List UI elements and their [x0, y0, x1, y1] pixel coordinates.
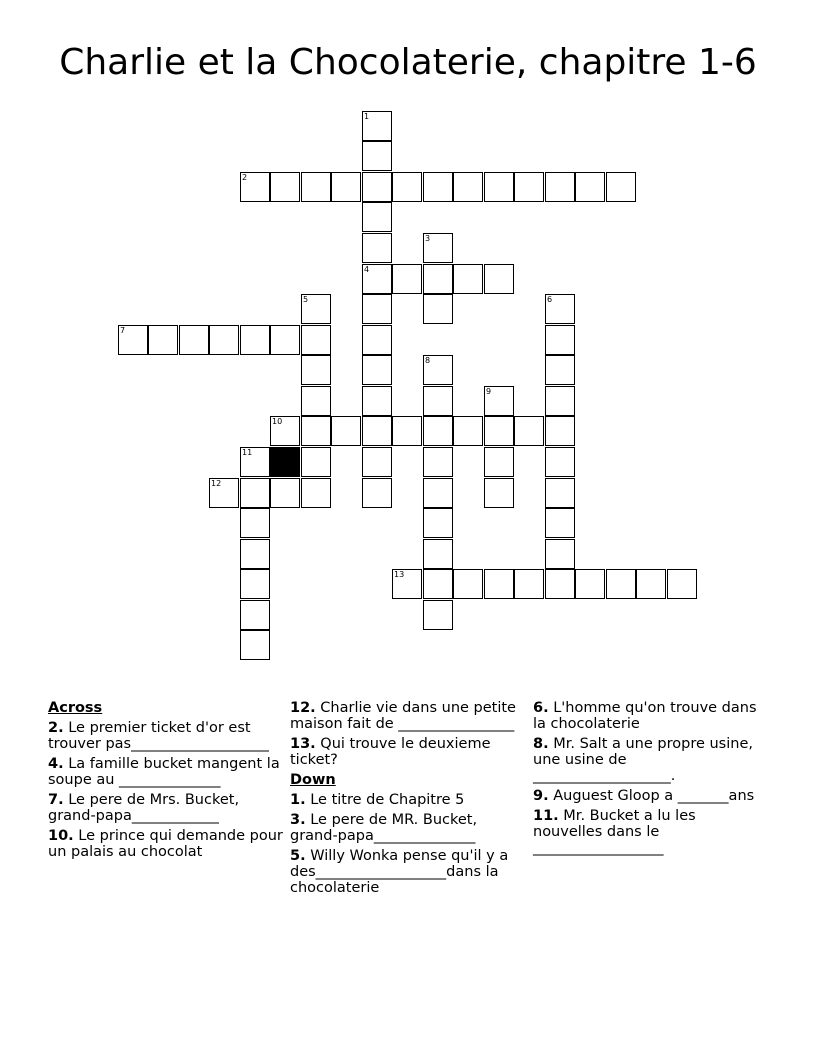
crossword-cell[interactable]: [545, 569, 575, 599]
crossword-cell[interactable]: [423, 600, 453, 630]
across-heading: Across: [48, 700, 103, 716]
cell-number: 1: [364, 112, 370, 121]
crossword-cell[interactable]: [301, 325, 331, 355]
cell-number: 5: [303, 295, 309, 304]
clue-down-11: 11. Mr. Bucket a lu les nouvelles dans le __________________: [533, 808, 696, 856]
crossword-cell[interactable]: [362, 172, 392, 202]
crossword-cell[interactable]: [240, 478, 270, 508]
crossword-cell[interactable]: [636, 569, 666, 599]
page-title: Charlie et la Chocolaterie, chapitre 1-6: [59, 42, 757, 83]
crossword-cell[interactable]: [362, 416, 392, 446]
crossword-cell[interactable]: [484, 172, 514, 202]
crossword-cell[interactable]: [545, 478, 575, 508]
crossword-cell[interactable]: [606, 569, 636, 599]
clue-down-5: 5. Willy Wonka pense qu'il y a des__________________dans la chocolaterie: [290, 848, 509, 896]
clue-across-12: 12. Charlie vie dans une petite maison fait de ________________: [290, 700, 516, 732]
cell-number: 13: [394, 570, 405, 579]
crossword-cell[interactable]: [667, 569, 697, 599]
cell-number: 10: [272, 417, 283, 426]
cell-number: 9: [486, 387, 492, 396]
crossword-cell[interactable]: [484, 416, 514, 446]
clue-down-6: 6. L'homme qu'on trouve dans la chocolaterie: [533, 700, 757, 732]
crossword-cell[interactable]: [240, 508, 270, 538]
crossword-cell[interactable]: [423, 172, 453, 202]
crossword-cell[interactable]: [362, 325, 392, 355]
cell-number: 3: [425, 234, 431, 243]
crossword-cell[interactable]: [453, 172, 483, 202]
cell-number: 11: [242, 448, 253, 457]
clue-down-8: 8. Mr. Salt a une propre usine, une usine de ___________________.: [533, 736, 753, 784]
crossword-cell[interactable]: [362, 386, 392, 416]
crossword-cell[interactable]: [148, 325, 178, 355]
clue-down-1: 1. Le titre de Chapitre 5: [290, 792, 465, 808]
crossword-cell[interactable]: [301, 355, 331, 385]
clue-column-3: [533, 700, 769, 860]
cell-number: 6: [547, 295, 553, 304]
crossword-cell[interactable]: [423, 264, 453, 294]
blocked-cell: [270, 447, 300, 477]
crossword-cell[interactable]: [423, 386, 453, 416]
crossword-cell[interactable]: [301, 447, 331, 477]
crossword-cell[interactable]: [423, 416, 453, 446]
crossword-cell[interactable]: [484, 569, 514, 599]
crossword-cell[interactable]: [240, 630, 270, 660]
crossword-cell[interactable]: [423, 569, 453, 599]
crossword-cell[interactable]: [423, 447, 453, 477]
crossword-cell[interactable]: [545, 447, 575, 477]
crossword-cell[interactable]: [423, 539, 453, 569]
crossword-cell[interactable]: [545, 172, 575, 202]
crossword-cell[interactable]: [331, 172, 361, 202]
clue-across-2: 2. Le premier ticket d'or est trouver pas___________________: [48, 720, 269, 752]
clue-across-10: 10. Le prince qui demande pour un palais au chocolat: [48, 828, 283, 860]
cell-number: 2: [242, 173, 248, 182]
clue-across-13: 13. Qui trouve le deuxieme ticket?: [290, 736, 491, 768]
crossword-cell[interactable]: [514, 416, 544, 446]
crossword-cell[interactable]: [331, 416, 361, 446]
crossword-cell[interactable]: [453, 569, 483, 599]
crossword-cell[interactable]: [453, 264, 483, 294]
crossword-cell[interactable]: [423, 294, 453, 324]
clue-across-4: 4. La famille bucket mangent la soupe au ______________: [48, 756, 280, 788]
crossword-cell[interactable]: [392, 264, 422, 294]
crossword-cell[interactable]: [545, 416, 575, 446]
cell-number: 4: [364, 265, 370, 274]
clue-column-2: [290, 700, 526, 900]
clue-across-7: 7. Le pere de Mrs. Bucket, grand-papa____________: [48, 792, 240, 824]
crossword-cell[interactable]: [362, 202, 392, 232]
crossword-cell[interactable]: [392, 172, 422, 202]
crossword-cell[interactable]: [362, 355, 392, 385]
crossword-cell[interactable]: [240, 600, 270, 630]
crossword-cell[interactable]: [392, 416, 422, 446]
crossword-cell[interactable]: [301, 386, 331, 416]
crossword-cell[interactable]: [270, 172, 300, 202]
crossword-cell[interactable]: [362, 294, 392, 324]
crossword-cell[interactable]: [514, 569, 544, 599]
crossword-cell[interactable]: [545, 355, 575, 385]
crossword-cell[interactable]: [484, 447, 514, 477]
crossword-cell[interactable]: [362, 447, 392, 477]
clue-column-1: [48, 700, 284, 864]
crossword-cell[interactable]: [240, 569, 270, 599]
crossword-cell[interactable]: [270, 325, 300, 355]
crossword-cell[interactable]: [179, 325, 209, 355]
crossword-cell[interactable]: [606, 172, 636, 202]
cell-number: 7: [120, 326, 126, 335]
clue-down-3: 3. Le pere de MR. Bucket, grand-papa______________: [290, 812, 478, 844]
crossword-cell[interactable]: [301, 172, 331, 202]
crossword-cell[interactable]: [545, 325, 575, 355]
crossword-cell[interactable]: [575, 172, 605, 202]
crossword-cell[interactable]: [209, 325, 239, 355]
crossword-cell[interactable]: [453, 416, 483, 446]
crossword-cell[interactable]: [545, 539, 575, 569]
crossword-cell[interactable]: [362, 141, 392, 171]
crossword-cell[interactable]: [240, 539, 270, 569]
crossword-cell[interactable]: [423, 478, 453, 508]
crossword-cell[interactable]: [362, 478, 392, 508]
crossword-cell[interactable]: [484, 478, 514, 508]
crossword-cell[interactable]: [270, 478, 300, 508]
down-heading: Down: [290, 772, 336, 788]
crossword-cell[interactable]: [484, 264, 514, 294]
cell-number: 12: [211, 479, 222, 488]
crossword-cell[interactable]: [240, 325, 270, 355]
crossword-cell[interactable]: [301, 416, 331, 446]
crossword-cell[interactable]: [423, 508, 453, 538]
crossword-cell[interactable]: [514, 172, 544, 202]
crossword-cell[interactable]: [575, 569, 605, 599]
crossword-cell[interactable]: [545, 508, 575, 538]
crossword-cell[interactable]: [301, 478, 331, 508]
crossword-cell[interactable]: [362, 233, 392, 263]
cell-number: 8: [425, 356, 431, 365]
crossword-cell[interactable]: [545, 386, 575, 416]
clue-down-9: 9. Auguest Gloop a _______ans: [533, 788, 755, 804]
